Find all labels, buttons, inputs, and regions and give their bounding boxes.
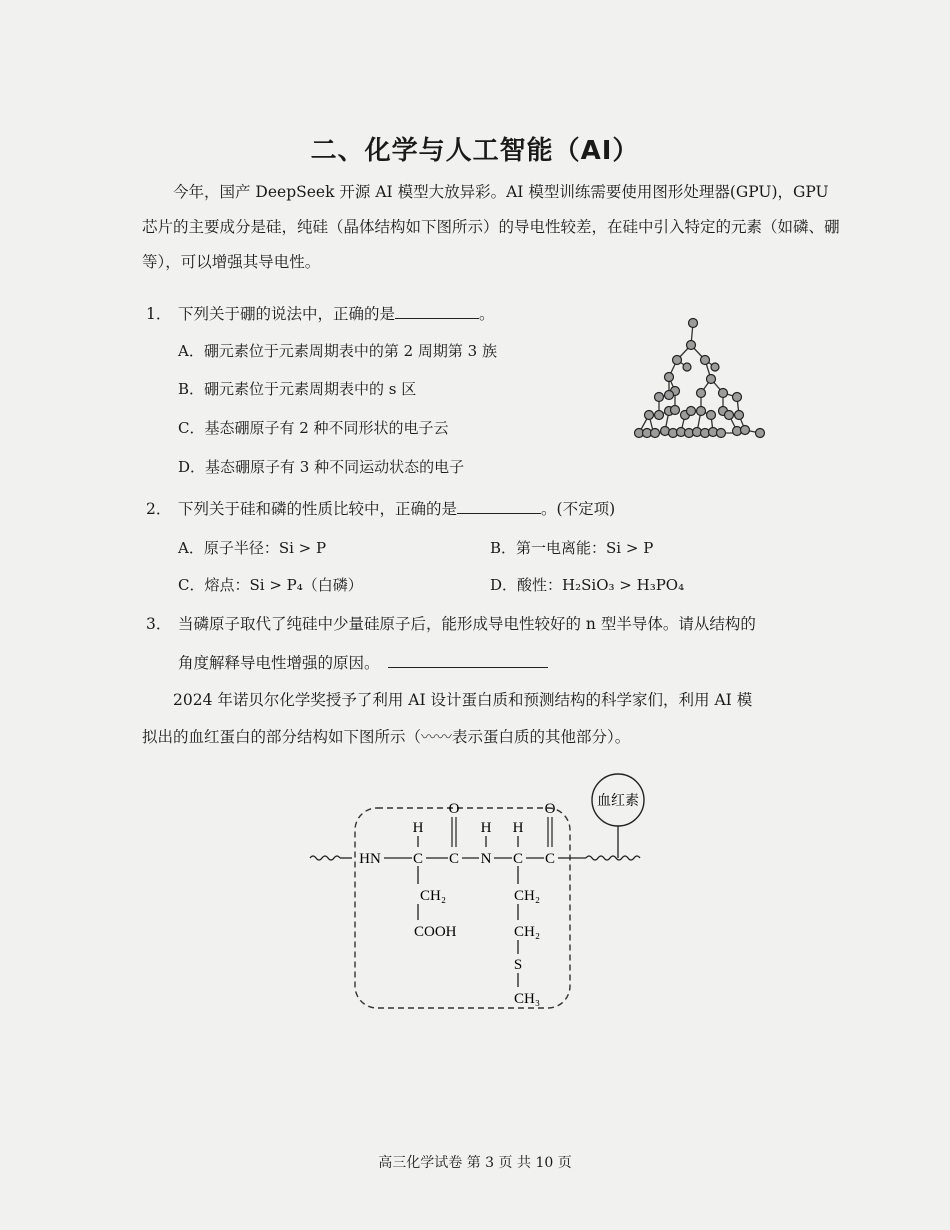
q1-stem: [178, 302, 495, 324]
q2-option-b: B．第一电离能：Si > P: [490, 539, 654, 557]
q1-option-b: B．硼元素位于元素周期表中的 s 区: [178, 380, 417, 398]
page-footer: 高三化学试卷 第 3 页 共 10 页: [378, 1155, 572, 1171]
left-wavy-line: [310, 856, 340, 860]
atom-o1: O: [448, 801, 460, 817]
q3-stem-line2-text: 角度解释导电性增强的原因。: [178, 654, 380, 672]
atom-n: N: [480, 851, 492, 867]
right-wavy-line: [586, 856, 640, 860]
atom-h1: H: [412, 820, 424, 836]
dashed-selection-box: [355, 808, 570, 1008]
intro-paragraph: 今年，国产 DeepSeek 开源 AI 模型大放异彩。AI 模型训练需要使用图形处理器(GPU)，GPU 芯片的主要成分是硅，纯硅（晶体结构如下图所示）的导电性较差，在硅中引入特定的元素（如磷、硼等），可以增强其导电性。: [142, 183, 840, 271]
q1-option-a: A．硼元素位于元素周期表中的第 2 周期第 3 族: [178, 342, 497, 360]
atom-c3: C: [512, 851, 524, 867]
heme-label: 血红素: [597, 794, 639, 809]
atom-ch3: CH₃: [514, 991, 541, 1007]
q2-stem: [178, 497, 615, 519]
atom-ch2-a: CH₂: [420, 888, 447, 904]
section-title: 二、化学与人工智能（AI）: [310, 136, 640, 166]
atom-o2: O: [544, 801, 556, 817]
atom-h3: H: [512, 820, 524, 836]
atom-cooh: COOH: [414, 924, 457, 940]
atom-h2: H: [480, 820, 492, 836]
q2-option-c: C．熔点：Si > P₄（白磷）: [178, 576, 363, 594]
paragraph2-line2: 拟出的血红蛋白的部分结构如下图所示（〰〰表示蛋白质的其他部分）。: [142, 728, 631, 746]
q2-stem-text: 下列关于硅和磷的性质比较中，正确的是: [178, 500, 458, 518]
q3-stem-line1: 当磷原子取代了纯硅中少量硅原子后，能形成导电性较好的 n 型半导体。请从结构的: [178, 615, 756, 633]
q3-stem-line2: [178, 651, 548, 673]
q1-option-d: D．基态硼原子有 3 种不同运动状态的电子: [178, 458, 465, 476]
atom-c2: C: [448, 851, 460, 867]
q2-stem-suffix: 。(不定项): [541, 500, 616, 518]
atom-ch2-c: CH₂: [514, 924, 541, 940]
q1-answer-blank[interactable]: [395, 302, 479, 319]
q3-answer-blank[interactable]: [388, 651, 548, 668]
atom-ch2-b: CH₂: [514, 888, 541, 904]
paragraph2-line1: 2024 年诺贝尔化学奖授予了利用 AI 设计蛋白质和预测结构的科学家们，利用 AI 模: [173, 691, 753, 709]
hemoglobin-structure-diagram: [300, 770, 660, 1020]
q2-answer-blank[interactable]: [457, 497, 541, 514]
q2-option-d: D．酸性：H₂SiO₃ > H₃PO₄: [490, 576, 685, 594]
q1-stem-text: 下列关于硼的说法中，正确的是: [178, 305, 396, 323]
atom-c4: C: [544, 851, 556, 867]
q3-number: 3．: [146, 615, 172, 633]
atom-c1: C: [412, 851, 424, 867]
q2-number: 2．: [146, 500, 172, 518]
q1-stem-suffix: 。: [479, 305, 495, 323]
atom-hn: HN: [359, 851, 381, 867]
q1-number: 1．: [146, 305, 172, 323]
q2-option-a: A．原子半径：Si > P: [178, 539, 327, 557]
atom-s: S: [513, 957, 523, 973]
silicon-crystal-diagram: [625, 315, 775, 450]
q1-option-c: C．基态硼原子有 2 种不同形状的电子云: [178, 419, 449, 437]
